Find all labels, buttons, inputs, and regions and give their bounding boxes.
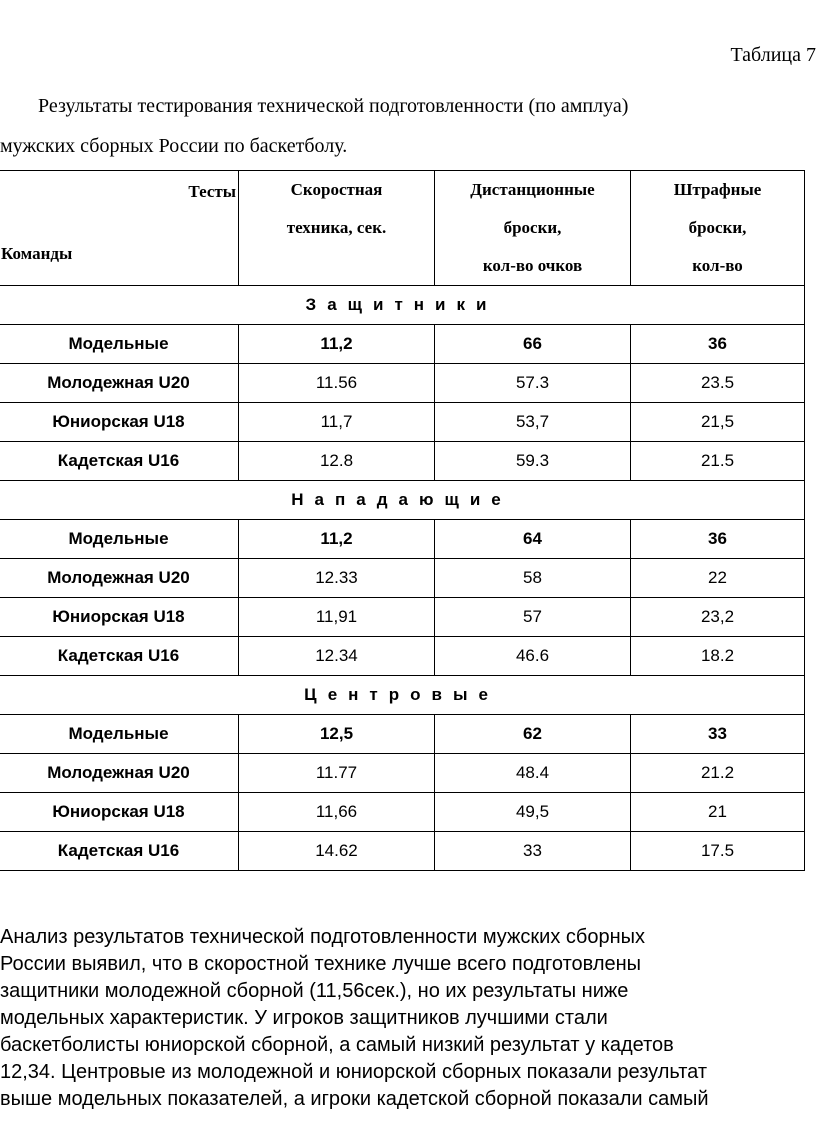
- results-table: [0, 170, 805, 871]
- free-throw-cell: 21.2: [631, 754, 805, 793]
- analysis-line: выше модельных показателей, а игроки кадетской сборной показали самый: [0, 1088, 709, 1110]
- distance-cell: 53,7: [435, 403, 631, 442]
- free-throw-cell: 36: [631, 325, 805, 364]
- distance-cell: 48.4: [435, 754, 631, 793]
- caption-line-2: мужских сборных России по баскетболу.: [0, 135, 348, 157]
- header-distance-shots: [435, 171, 631, 286]
- table-row: [0, 325, 805, 364]
- speed-cell: 12.8: [239, 442, 435, 481]
- team-cell: Кадетская U16: [0, 442, 239, 481]
- table-row: [0, 637, 805, 676]
- analysis-line: Анализ результатов технической подготовленности мужских сборных: [0, 926, 645, 948]
- analysis-line: баскетболисты юниорской сборной, а самый низкий результат у кадетов: [0, 1034, 674, 1056]
- table-header-row: [0, 171, 805, 286]
- speed-cell: 12.33: [239, 559, 435, 598]
- team-cell: Юниорская U18: [0, 793, 239, 832]
- header-teams-label: Команды: [1, 244, 73, 263]
- table-row: [0, 442, 805, 481]
- header-free-line: кол-во: [692, 256, 743, 275]
- table-row: [0, 598, 805, 637]
- speed-cell: 11,2: [239, 325, 435, 364]
- free-throw-cell: 17.5: [631, 832, 805, 871]
- table-row: [0, 754, 805, 793]
- speed-cell: 11,2: [239, 520, 435, 559]
- caption-line-1: Результаты тестирования технической подготовленности (по амплуа): [38, 95, 629, 117]
- table-caption: [0, 86, 800, 166]
- header-speed-technique: [239, 171, 435, 286]
- free-throw-cell: 33: [631, 715, 805, 754]
- team-cell: Молодежная U20: [0, 559, 239, 598]
- distance-cell: 33: [435, 832, 631, 871]
- section-row: [0, 676, 805, 715]
- header-distance-line: броски,: [503, 218, 562, 237]
- distance-cell: 66: [435, 325, 631, 364]
- analysis-line: защитники молодежной сборной (11,56сек.), но их результаты ниже: [0, 980, 629, 1002]
- team-cell: Модельные: [0, 715, 239, 754]
- header-corner-cell: [0, 171, 239, 286]
- table-row: [0, 520, 805, 559]
- distance-cell: 57.3: [435, 364, 631, 403]
- distance-cell: 62: [435, 715, 631, 754]
- table-row: [0, 715, 805, 754]
- team-cell: Молодежная U20: [0, 754, 239, 793]
- analysis-line: модельных характеристик. У игроков защитников лучшими стали: [0, 1007, 608, 1029]
- header-distance-line: кол-во очков: [482, 256, 583, 275]
- free-throw-cell: 36: [631, 520, 805, 559]
- analysis-line: 12,34. Центровые из молодежной и юниорской сборных показали результат: [0, 1061, 708, 1083]
- speed-cell: 11.77: [239, 754, 435, 793]
- distance-cell: 58: [435, 559, 631, 598]
- free-throw-cell: 18.2: [631, 637, 805, 676]
- team-cell: Юниорская U18: [0, 403, 239, 442]
- analysis-line: России выявил, что в скоростной технике лучше всего подготовлены: [0, 953, 642, 975]
- section-title: Защитники: [0, 286, 805, 325]
- header-free-throws: [631, 171, 805, 286]
- section-title: Нападающие: [0, 481, 805, 520]
- free-throw-cell: 21.5: [631, 442, 805, 481]
- free-throw-cell: 21: [631, 793, 805, 832]
- speed-cell: 11.56: [239, 364, 435, 403]
- speed-cell: 11,7: [239, 403, 435, 442]
- team-cell: Модельные: [0, 520, 239, 559]
- table-row: [0, 832, 805, 871]
- team-cell: Кадетская U16: [0, 637, 239, 676]
- header-free-line: Штрафные: [673, 180, 762, 199]
- table-number: Таблица 7: [730, 44, 816, 66]
- section-row: [0, 481, 805, 520]
- header-speed-line: Скоростная: [290, 180, 383, 199]
- distance-cell: 49,5: [435, 793, 631, 832]
- speed-cell: 12,5: [239, 715, 435, 754]
- header-free-line: броски,: [688, 218, 747, 237]
- speed-cell: 11,66: [239, 793, 435, 832]
- table-row: [0, 793, 805, 832]
- table-row: [0, 364, 805, 403]
- team-cell: Модельные: [0, 325, 239, 364]
- table-row: [0, 403, 805, 442]
- team-cell: Юниорская U18: [0, 598, 239, 637]
- free-throw-cell: 21,5: [631, 403, 805, 442]
- section-row: [0, 286, 805, 325]
- distance-cell: 59.3: [435, 442, 631, 481]
- header-tests-label: Тесты: [188, 182, 236, 201]
- header-speed-line: техника, сек.: [286, 218, 387, 237]
- free-throw-cell: 23.5: [631, 364, 805, 403]
- distance-cell: 57: [435, 598, 631, 637]
- table-row: [0, 559, 805, 598]
- distance-cell: 46.6: [435, 637, 631, 676]
- team-cell: Кадетская U16: [0, 832, 239, 871]
- distance-cell: 64: [435, 520, 631, 559]
- header-distance-line: Дистанционные: [470, 180, 595, 199]
- analysis-paragraph: [0, 924, 812, 1113]
- free-throw-cell: 22: [631, 559, 805, 598]
- speed-cell: 14.62: [239, 832, 435, 871]
- speed-cell: 12.34: [239, 637, 435, 676]
- section-title: Центровые: [0, 676, 805, 715]
- speed-cell: 11,91: [239, 598, 435, 637]
- free-throw-cell: 23,2: [631, 598, 805, 637]
- team-cell: Молодежная U20: [0, 364, 239, 403]
